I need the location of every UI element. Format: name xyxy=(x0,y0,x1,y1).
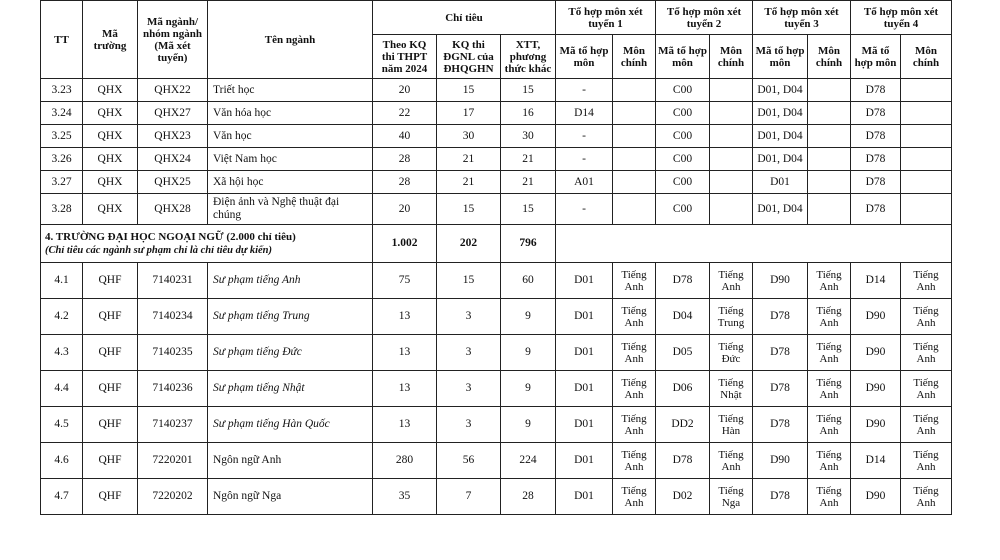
cell-to-hop-1: D01 xyxy=(556,479,613,515)
cell-to-hop-2: C00 xyxy=(656,194,710,225)
cell-mon-chinh-1 xyxy=(613,79,656,102)
cell-xtt: 9 xyxy=(501,335,556,371)
cell-xtt: 21 xyxy=(501,171,556,194)
cell-dgnl: 3 xyxy=(437,371,501,407)
cell-thpt: 20 xyxy=(373,79,437,102)
cell-to-hop-4: D90 xyxy=(851,299,901,335)
header-mon-chinh: Môn chính xyxy=(613,35,656,79)
cell-mon-chinh-3: Tiếng Anh xyxy=(808,443,851,479)
cell-mon-chinh-4 xyxy=(901,102,952,125)
cell-truong: QHX xyxy=(83,102,138,125)
cell-mon-chinh-3: Tiếng Anh xyxy=(808,479,851,515)
header-to-hop-1: Tổ hợp môn xét tuyển 1 xyxy=(556,1,656,35)
cell-tt: 3.25 xyxy=(41,125,83,148)
cell-tt: 4.5 xyxy=(41,407,83,443)
cell-tt: 3.24 xyxy=(41,102,83,125)
cell-ma: 7220201 xyxy=(138,443,208,479)
cell-thpt: 13 xyxy=(373,335,437,371)
cell-to-hop-2: C00 xyxy=(656,148,710,171)
cell-to-hop-4: D78 xyxy=(851,194,901,225)
cell-to-hop-3: D01, D04 xyxy=(753,194,808,225)
cell-to-hop-2: D78 xyxy=(656,443,710,479)
cell-ten: Sư phạm tiếng Đức xyxy=(208,335,373,371)
cell-thpt: 28 xyxy=(373,148,437,171)
cell-to-hop-1: D01 xyxy=(556,407,613,443)
section-thpt: 1.002 xyxy=(373,225,437,263)
cell-mon-chinh-3 xyxy=(808,194,851,225)
cell-mon-chinh-3: Tiếng Anh xyxy=(808,407,851,443)
cell-dgnl: 21 xyxy=(437,171,501,194)
cell-thpt: 13 xyxy=(373,407,437,443)
header-thpt: Theo KQ thi THPT năm 2024 xyxy=(373,35,437,79)
cell-mon-chinh-1: Tiếng Anh xyxy=(613,371,656,407)
cell-to-hop-3: D78 xyxy=(753,299,808,335)
section-subtitle: (Chỉ tiêu các ngành sư phạm chỉ là chỉ tiêu dự kiến) xyxy=(45,244,272,256)
cell-to-hop-3: D78 xyxy=(753,371,808,407)
cell-ten: Ngôn ngữ Anh xyxy=(208,443,373,479)
cell-mon-chinh-1: Tiếng Anh xyxy=(613,407,656,443)
cell-mon-chinh-2 xyxy=(710,102,753,125)
header-to-hop-2: Tổ hợp môn xét tuyển 2 xyxy=(656,1,753,35)
cell-ma: 7220202 xyxy=(138,479,208,515)
cell-mon-chinh-2: Tiếng Đức xyxy=(710,335,753,371)
cell-to-hop-4: D14 xyxy=(851,263,901,299)
cell-tt: 4.3 xyxy=(41,335,83,371)
cell-thpt: 35 xyxy=(373,479,437,515)
table-row xyxy=(41,299,952,335)
table-body-ngoai-ngu xyxy=(41,263,952,515)
cell-thpt: 13 xyxy=(373,371,437,407)
cell-truong: QHX xyxy=(83,125,138,148)
cell-mon-chinh-4 xyxy=(901,148,952,171)
cell-xtt: 9 xyxy=(501,371,556,407)
header-chi-tieu: Chỉ tiêu xyxy=(373,1,556,35)
cell-to-hop-1: - xyxy=(556,125,613,148)
header-ma-to-hop: Mã tổ hợp môn xyxy=(556,35,613,79)
cell-tt: 3.28 xyxy=(41,194,83,225)
cell-truong: QHF xyxy=(83,407,138,443)
cell-to-hop-3: D01, D04 xyxy=(753,148,808,171)
cell-to-hop-2: D06 xyxy=(656,371,710,407)
cell-dgnl: 15 xyxy=(437,194,501,225)
cell-mon-chinh-4: Tiếng Anh xyxy=(901,335,952,371)
cell-truong: QHF xyxy=(83,263,138,299)
cell-to-hop-3: D01, D04 xyxy=(753,102,808,125)
cell-mon-chinh-2: Tiếng Anh xyxy=(710,263,753,299)
cell-ten: Xã hội học xyxy=(208,171,373,194)
cell-to-hop-1: D01 xyxy=(556,299,613,335)
cell-thpt: 75 xyxy=(373,263,437,299)
table-row xyxy=(41,79,952,102)
cell-mon-chinh-3 xyxy=(808,125,851,148)
cell-thpt: 40 xyxy=(373,125,437,148)
cell-ma: QHX23 xyxy=(138,125,208,148)
cell-ma: 7140236 xyxy=(138,371,208,407)
cell-to-hop-4: D78 xyxy=(851,148,901,171)
cell-xtt: 224 xyxy=(501,443,556,479)
cell-to-hop-3: D78 xyxy=(753,407,808,443)
section-row xyxy=(41,225,952,263)
cell-xtt: 60 xyxy=(501,263,556,299)
cell-tt: 3.26 xyxy=(41,148,83,171)
admissions-table xyxy=(40,0,952,515)
cell-to-hop-4: D78 xyxy=(851,171,901,194)
cell-tt: 4.6 xyxy=(41,443,83,479)
cell-to-hop-2: D05 xyxy=(656,335,710,371)
cell-mon-chinh-3 xyxy=(808,102,851,125)
cell-mon-chinh-1 xyxy=(613,194,656,225)
cell-ma: QHX24 xyxy=(138,148,208,171)
cell-to-hop-4: D14 xyxy=(851,443,901,479)
header-tt: TT xyxy=(41,1,83,79)
table-row xyxy=(41,171,952,194)
header-ten-nganh: Tên ngành xyxy=(208,1,373,79)
header-to-hop-3: Tổ hợp môn xét tuyển 3 xyxy=(753,1,851,35)
table-row xyxy=(41,148,952,171)
cell-to-hop-1: - xyxy=(556,79,613,102)
cell-ten: Văn học xyxy=(208,125,373,148)
cell-mon-chinh-1: Tiếng Anh xyxy=(613,299,656,335)
cell-thpt: 13 xyxy=(373,299,437,335)
cell-mon-chinh-3: Tiếng Anh xyxy=(808,299,851,335)
cell-mon-chinh-4 xyxy=(901,79,952,102)
cell-ma: QHX25 xyxy=(138,171,208,194)
cell-to-hop-3: D01 xyxy=(753,171,808,194)
header-to-hop-4: Tổ hợp môn xét tuyển 4 xyxy=(851,1,952,35)
cell-to-hop-2: C00 xyxy=(656,102,710,125)
cell-mon-chinh-4: Tiếng Anh xyxy=(901,443,952,479)
cell-dgnl: 3 xyxy=(437,407,501,443)
cell-to-hop-2: DD2 xyxy=(656,407,710,443)
cell-truong: QHF xyxy=(83,371,138,407)
cell-mon-chinh-3: Tiếng Anh xyxy=(808,371,851,407)
header-ma-nganh: Mã ngành/ nhóm ngành (Mã xét tuyển) xyxy=(138,1,208,79)
cell-to-hop-3: D01, D04 xyxy=(753,79,808,102)
cell-ten: Sư phạm tiếng Trung xyxy=(208,299,373,335)
section-title-cell xyxy=(41,225,373,263)
cell-to-hop-1: D01 xyxy=(556,263,613,299)
cell-mon-chinh-2: Tiếng Anh xyxy=(710,443,753,479)
cell-truong: QHF xyxy=(83,299,138,335)
cell-tt: 4.1 xyxy=(41,263,83,299)
header-xtt: XTT, phương thức khác xyxy=(501,35,556,79)
cell-mon-chinh-1: Tiếng Anh xyxy=(613,335,656,371)
cell-truong: QHF xyxy=(83,335,138,371)
cell-mon-chinh-2 xyxy=(710,194,753,225)
cell-dgnl: 15 xyxy=(437,79,501,102)
cell-ten: Sư phạm tiếng Anh xyxy=(208,263,373,299)
cell-ma: QHX28 xyxy=(138,194,208,225)
cell-thpt: 20 xyxy=(373,194,437,225)
table-row xyxy=(41,335,952,371)
cell-to-hop-2: C00 xyxy=(656,171,710,194)
cell-to-hop-1: D14 xyxy=(556,102,613,125)
cell-xtt: 16 xyxy=(501,102,556,125)
cell-to-hop-2: D02 xyxy=(656,479,710,515)
cell-tt: 4.7 xyxy=(41,479,83,515)
cell-mon-chinh-4: Tiếng Anh xyxy=(901,407,952,443)
cell-mon-chinh-4: Tiếng Anh xyxy=(901,263,952,299)
cell-mon-chinh-3 xyxy=(808,171,851,194)
cell-ten: Điện ảnh và Nghệ thuật đại chúng xyxy=(208,194,373,225)
cell-mon-chinh-3 xyxy=(808,79,851,102)
cell-mon-chinh-3 xyxy=(808,148,851,171)
cell-dgnl: 3 xyxy=(437,299,501,335)
cell-mon-chinh-2: Tiếng Nhật xyxy=(710,371,753,407)
cell-to-hop-1: D01 xyxy=(556,371,613,407)
cell-to-hop-4: D90 xyxy=(851,479,901,515)
cell-truong: QHF xyxy=(83,443,138,479)
table-row xyxy=(41,125,952,148)
cell-truong: QHX xyxy=(83,79,138,102)
cell-ma: QHX22 xyxy=(138,79,208,102)
cell-mon-chinh-2: Tiếng Nga xyxy=(710,479,753,515)
cell-to-hop-1: D01 xyxy=(556,443,613,479)
cell-to-hop-4: D90 xyxy=(851,371,901,407)
cell-mon-chinh-4: Tiếng Anh xyxy=(901,299,952,335)
cell-dgnl: 30 xyxy=(437,125,501,148)
header-mon-chinh: Môn chính xyxy=(901,35,952,79)
cell-to-hop-1: D01 xyxy=(556,335,613,371)
cell-to-hop-3: D90 xyxy=(753,263,808,299)
cell-mon-chinh-3: Tiếng Anh xyxy=(808,335,851,371)
cell-ma: 7140235 xyxy=(138,335,208,371)
cell-xtt: 15 xyxy=(501,79,556,102)
cell-mon-chinh-1 xyxy=(613,148,656,171)
cell-dgnl: 3 xyxy=(437,335,501,371)
cell-mon-chinh-4: Tiếng Anh xyxy=(901,371,952,407)
cell-to-hop-1: - xyxy=(556,194,613,225)
cell-mon-chinh-2: Tiếng Hàn xyxy=(710,407,753,443)
cell-truong: QHX xyxy=(83,148,138,171)
table-row xyxy=(41,371,952,407)
header-ma-to-hop: Mã tổ hợp môn xyxy=(851,35,901,79)
table-body xyxy=(41,79,952,263)
cell-to-hop-3: D78 xyxy=(753,335,808,371)
cell-mon-chinh-2 xyxy=(710,79,753,102)
cell-mon-chinh-4 xyxy=(901,194,952,225)
cell-to-hop-2: C00 xyxy=(656,79,710,102)
cell-mon-chinh-1 xyxy=(613,125,656,148)
table-header xyxy=(41,1,952,79)
cell-truong: QHF xyxy=(83,479,138,515)
cell-to-hop-1: - xyxy=(556,148,613,171)
section-dgnl: 202 xyxy=(437,225,501,263)
cell-mon-chinh-3: Tiếng Anh xyxy=(808,263,851,299)
admissions-table-container xyxy=(40,0,952,515)
cell-mon-chinh-1: Tiếng Anh xyxy=(613,443,656,479)
cell-xtt: 15 xyxy=(501,194,556,225)
cell-thpt: 280 xyxy=(373,443,437,479)
header-ma-to-hop: Mã tổ hợp môn xyxy=(656,35,710,79)
header-dgnl: KQ thi ĐGNL của ĐHQGHN xyxy=(437,35,501,79)
section-title: 4. TRƯỜNG ĐẠI HỌC NGOẠI NGỮ (2.000 chỉ tiêu) xyxy=(45,230,296,243)
table-row xyxy=(41,443,952,479)
cell-to-hop-2: D78 xyxy=(656,263,710,299)
table-row xyxy=(41,194,952,225)
cell-mon-chinh-2 xyxy=(710,125,753,148)
section-xtt: 796 xyxy=(501,225,556,263)
cell-to-hop-2: C00 xyxy=(656,125,710,148)
cell-dgnl: 56 xyxy=(437,443,501,479)
cell-ten: Ngôn ngữ Nga xyxy=(208,479,373,515)
cell-to-hop-4: D78 xyxy=(851,102,901,125)
header-mon-chinh: Môn chính xyxy=(710,35,753,79)
cell-ten: Sư phạm tiếng Hàn Quốc xyxy=(208,407,373,443)
table-row xyxy=(41,263,952,299)
cell-to-hop-2: D04 xyxy=(656,299,710,335)
table-row xyxy=(41,407,952,443)
cell-mon-chinh-1: Tiếng Anh xyxy=(613,479,656,515)
cell-to-hop-4: D90 xyxy=(851,335,901,371)
cell-truong: QHX xyxy=(83,194,138,225)
header-ma-truong: Mã trường xyxy=(83,1,138,79)
section-empty xyxy=(556,225,952,263)
cell-mon-chinh-2 xyxy=(710,148,753,171)
cell-to-hop-1: A01 xyxy=(556,171,613,194)
cell-mon-chinh-2 xyxy=(710,171,753,194)
cell-mon-chinh-4 xyxy=(901,171,952,194)
cell-ten: Sư phạm tiếng Nhật xyxy=(208,371,373,407)
cell-tt: 4.4 xyxy=(41,371,83,407)
cell-ma: 7140234 xyxy=(138,299,208,335)
cell-to-hop-3: D78 xyxy=(753,479,808,515)
cell-mon-chinh-2: Tiếng Trung xyxy=(710,299,753,335)
cell-to-hop-4: D78 xyxy=(851,79,901,102)
cell-thpt: 22 xyxy=(373,102,437,125)
cell-tt: 3.23 xyxy=(41,79,83,102)
cell-xtt: 28 xyxy=(501,479,556,515)
cell-dgnl: 21 xyxy=(437,148,501,171)
cell-to-hop-4: D90 xyxy=(851,407,901,443)
cell-mon-chinh-1 xyxy=(613,102,656,125)
cell-to-hop-3: D90 xyxy=(753,443,808,479)
table-row xyxy=(41,102,952,125)
cell-tt: 3.27 xyxy=(41,171,83,194)
cell-to-hop-3: D01, D04 xyxy=(753,125,808,148)
cell-ma: 7140237 xyxy=(138,407,208,443)
header-ma-to-hop: Mã tổ hợp môn xyxy=(753,35,808,79)
cell-ten: Triết học xyxy=(208,79,373,102)
cell-to-hop-4: D78 xyxy=(851,125,901,148)
cell-xtt: 9 xyxy=(501,407,556,443)
header-mon-chinh: Môn chính xyxy=(808,35,851,79)
cell-dgnl: 7 xyxy=(437,479,501,515)
cell-dgnl: 17 xyxy=(437,102,501,125)
cell-mon-chinh-4: Tiếng Anh xyxy=(901,479,952,515)
cell-mon-chinh-1: Tiếng Anh xyxy=(613,263,656,299)
cell-ma: 7140231 xyxy=(138,263,208,299)
cell-thpt: 28 xyxy=(373,171,437,194)
cell-truong: QHX xyxy=(83,171,138,194)
cell-xtt: 21 xyxy=(501,148,556,171)
cell-mon-chinh-4 xyxy=(901,125,952,148)
cell-mon-chinh-1 xyxy=(613,171,656,194)
cell-ten: Việt Nam học xyxy=(208,148,373,171)
cell-xtt: 30 xyxy=(501,125,556,148)
cell-dgnl: 15 xyxy=(437,263,501,299)
cell-xtt: 9 xyxy=(501,299,556,335)
cell-ten: Văn hóa học xyxy=(208,102,373,125)
cell-ma: QHX27 xyxy=(138,102,208,125)
table-row xyxy=(41,479,952,515)
cell-tt: 4.2 xyxy=(41,299,83,335)
